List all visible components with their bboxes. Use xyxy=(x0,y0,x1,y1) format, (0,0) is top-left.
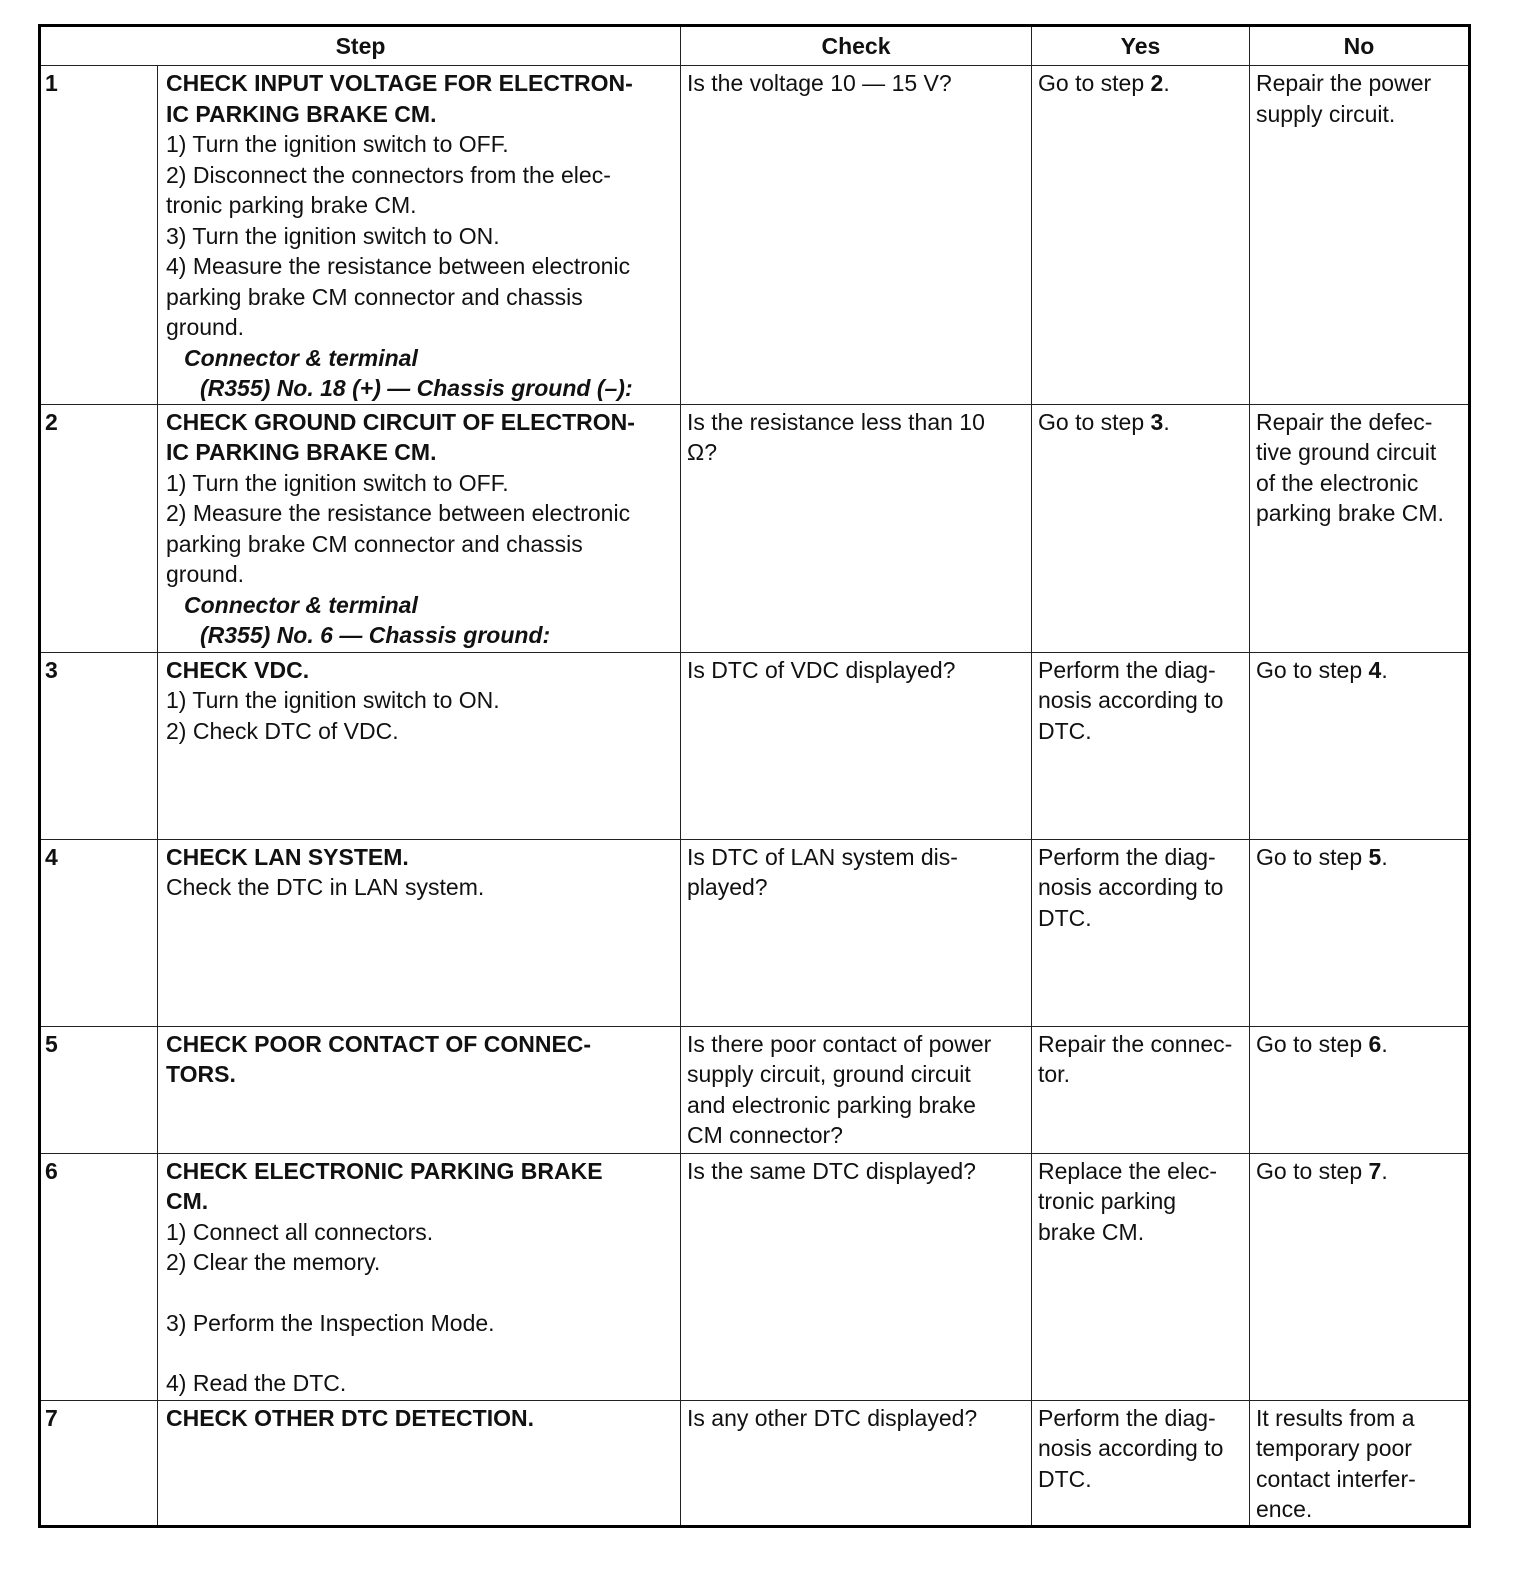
step-number: 5 xyxy=(40,1026,158,1153)
no-goto xyxy=(1256,1156,1464,1187)
header-yes: Yes xyxy=(1032,26,1250,66)
step-number: 6 xyxy=(40,1153,158,1400)
check-text: Is the same DTC displayed? xyxy=(687,1157,976,1184)
yes-text: Replace the elec- xyxy=(1038,1157,1217,1184)
connector-label: Connector & terminal xyxy=(184,344,418,371)
goto-suffix: . xyxy=(1381,843,1388,870)
step-instruction: ground. xyxy=(166,314,245,340)
yes-text: Perform the diag- xyxy=(1038,1404,1216,1431)
goto-step-number: 3 xyxy=(1150,408,1164,435)
step-instruction: 4) Measure the resistance between electronic xyxy=(166,253,631,279)
no-text: parking brake CM. xyxy=(1256,500,1444,526)
connector-terminal-spec: (R355) No. 6 — Chassis ground: xyxy=(200,622,551,648)
check-cell xyxy=(681,1400,1032,1526)
no-cell xyxy=(1250,1153,1470,1400)
step-instruction: parking brake CM connector and chassis xyxy=(166,530,583,557)
yes-text: Repair the connec- xyxy=(1038,1030,1233,1057)
no-text: Repair the power xyxy=(1256,70,1432,96)
no-text: It results from a xyxy=(1256,1404,1415,1431)
goto-suffix: . xyxy=(1381,1157,1388,1184)
yes-cell xyxy=(1032,66,1250,405)
yes-text: DTC. xyxy=(1038,904,1092,931)
step-title: CHECK VDC. xyxy=(166,656,310,683)
step-title: CHECK ELECTRONIC PARKING BRAKE xyxy=(166,1157,603,1184)
check-cell xyxy=(681,839,1032,1026)
table-row xyxy=(40,404,1470,652)
goto-step-number: 2 xyxy=(1150,70,1164,96)
yes-cell xyxy=(1032,1400,1250,1526)
step-instruction: 1) Turn the ignition switch to OFF. xyxy=(166,469,509,496)
no-text: temporary poor xyxy=(1256,1435,1412,1461)
check-text: Is DTC of VDC displayed? xyxy=(687,656,956,683)
step-number: 2 xyxy=(40,404,158,652)
step-description xyxy=(158,1153,681,1400)
step-title: CHECK POOR CONTACT OF CONNEC- xyxy=(166,1030,592,1057)
step-title: CHECK INPUT VOLTAGE FOR ELECTRON- xyxy=(166,70,633,96)
goto-prefix: Go to step xyxy=(1256,843,1369,870)
step-title: CHECK LAN SYSTEM. xyxy=(166,843,409,870)
step-instruction: Check the DTC in LAN system. xyxy=(166,874,485,900)
yes-text: nosis according to xyxy=(1038,1435,1224,1461)
yes-text: DTC. xyxy=(1038,1465,1092,1492)
check-cell xyxy=(681,1026,1032,1153)
step-description xyxy=(158,404,681,652)
check-text: Is DTC of LAN system dis- xyxy=(687,843,958,870)
goto-prefix: Go to step xyxy=(1038,408,1151,435)
goto-suffix: . xyxy=(1163,70,1170,96)
check-text: supply circuit, ground circuit xyxy=(687,1061,971,1087)
header-no: No xyxy=(1250,26,1470,66)
check-text: Ω? xyxy=(687,439,717,465)
no-goto xyxy=(1256,655,1464,686)
goto-prefix: Go to step xyxy=(1256,1030,1369,1057)
step-spacer xyxy=(166,1338,676,1368)
header-check: Check xyxy=(681,26,1032,66)
no-text: ence. xyxy=(1256,1496,1313,1522)
goto-suffix: . xyxy=(1381,1030,1388,1057)
step-title: CM. xyxy=(166,1188,209,1214)
connector-label: Connector & terminal xyxy=(184,591,418,618)
no-cell xyxy=(1250,1026,1470,1153)
yes-cell xyxy=(1032,652,1250,839)
step-description xyxy=(158,1400,681,1526)
yes-goto xyxy=(1038,68,1245,99)
no-text: of the electronic xyxy=(1256,469,1419,496)
step-instruction: 2) Disconnect the connectors from the elec- xyxy=(166,161,611,188)
step-instruction: 2) Check DTC of VDC. xyxy=(166,717,399,744)
step-instruction: 3) Perform the Inspection Mode. xyxy=(166,1309,495,1336)
table-row xyxy=(40,652,1470,839)
yes-text: nosis according to xyxy=(1038,874,1224,900)
goto-suffix: . xyxy=(1163,408,1170,435)
yes-cell xyxy=(1032,404,1250,652)
step-title: IC PARKING BRAKE CM. xyxy=(166,439,437,465)
step-description xyxy=(158,652,681,839)
check-text: Is the voltage 10 — 15 V? xyxy=(687,70,952,96)
no-text: tive ground circuit xyxy=(1256,439,1437,465)
header-row xyxy=(40,26,1470,66)
check-text: Is there poor contact of power xyxy=(687,1030,992,1057)
no-goto xyxy=(1256,1029,1464,1060)
check-text: and electronic parking brake xyxy=(687,1091,976,1118)
yes-cell xyxy=(1032,1153,1250,1400)
step-title: CHECK OTHER DTC DETECTION. xyxy=(166,1404,534,1431)
step-instruction: 3) Turn the ignition switch to ON. xyxy=(166,222,500,249)
step-instruction: 4) Read the DTC. xyxy=(166,1370,347,1396)
yes-text: nosis according to xyxy=(1038,687,1224,713)
goto-suffix: . xyxy=(1381,656,1388,683)
yes-text: Perform the diag- xyxy=(1038,843,1216,870)
check-text: Is any other DTC displayed? xyxy=(687,1404,978,1431)
step-instruction: 2) Measure the resistance between electronic xyxy=(166,500,631,526)
connector-terminal-spec: (R355) No. 18 (+) — Chassis ground (–): xyxy=(200,375,633,401)
step-instruction: 2) Clear the memory. xyxy=(166,1249,381,1275)
goto-step-number: 6 xyxy=(1368,1030,1382,1057)
check-text: CM connector? xyxy=(687,1122,843,1148)
step-spacer xyxy=(166,1278,676,1308)
table-body xyxy=(40,66,1470,1527)
step-instruction: tronic parking brake CM. xyxy=(166,192,417,218)
table-row xyxy=(40,839,1470,1026)
yes-text: DTC. xyxy=(1038,717,1092,744)
no-cell xyxy=(1250,1400,1470,1526)
step-title: IC PARKING BRAKE CM. xyxy=(166,100,437,127)
goto-step-number: 7 xyxy=(1368,1157,1382,1184)
goto-prefix: Go to step xyxy=(1038,70,1151,96)
goto-prefix: Go to step xyxy=(1256,1157,1369,1184)
check-text: played? xyxy=(687,874,768,900)
step-number: 1 xyxy=(40,66,158,405)
step-instruction: 1) Connect all connectors. xyxy=(166,1218,434,1245)
step-number: 7 xyxy=(40,1400,158,1526)
check-cell xyxy=(681,1153,1032,1400)
check-cell xyxy=(681,66,1032,405)
goto-prefix: Go to step xyxy=(1256,656,1369,683)
goto-step-number: 5 xyxy=(1368,843,1382,870)
diagnostic-procedure-table-wrap xyxy=(38,24,1468,1528)
step-instruction: ground. xyxy=(166,561,245,587)
step-description xyxy=(158,66,681,405)
no-text: contact interfer- xyxy=(1256,1465,1416,1492)
step-title: TORS. xyxy=(166,1061,236,1087)
header-step: Step xyxy=(40,26,681,66)
no-cell xyxy=(1250,404,1470,652)
step-instruction: 1) Turn the ignition switch to OFF. xyxy=(166,131,509,157)
no-cell xyxy=(1250,652,1470,839)
step-instruction: 1) Turn the ignition switch to ON. xyxy=(166,687,500,713)
step-description xyxy=(158,839,681,1026)
yes-cell xyxy=(1032,839,1250,1026)
yes-goto xyxy=(1038,407,1245,438)
check-cell xyxy=(681,404,1032,652)
check-text: Is the resistance less than 10 xyxy=(687,408,985,435)
no-text: Repair the defec- xyxy=(1256,408,1433,435)
yes-cell xyxy=(1032,1026,1250,1153)
step-number: 4 xyxy=(40,839,158,1026)
yes-text: tronic parking xyxy=(1038,1188,1177,1214)
check-cell xyxy=(681,652,1032,839)
yes-text: brake CM. xyxy=(1038,1218,1145,1245)
table-row xyxy=(40,1400,1470,1526)
yes-text: tor. xyxy=(1038,1061,1070,1087)
diagnostic-procedure-table xyxy=(38,24,1471,1528)
step-number: 3 xyxy=(40,652,158,839)
table-row xyxy=(40,1026,1470,1153)
step-description xyxy=(158,1026,681,1153)
step-instruction: parking brake CM connector and chassis xyxy=(166,283,583,310)
yes-text: Perform the diag- xyxy=(1038,656,1216,683)
table-row xyxy=(40,66,1470,405)
no-text: supply circuit. xyxy=(1256,100,1396,127)
no-cell xyxy=(1250,839,1470,1026)
table-row xyxy=(40,1153,1470,1400)
no-goto xyxy=(1256,842,1464,873)
no-cell xyxy=(1250,66,1470,405)
step-title: CHECK GROUND CIRCUIT OF ELECTRON- xyxy=(166,408,635,435)
goto-step-number: 4 xyxy=(1368,656,1382,683)
